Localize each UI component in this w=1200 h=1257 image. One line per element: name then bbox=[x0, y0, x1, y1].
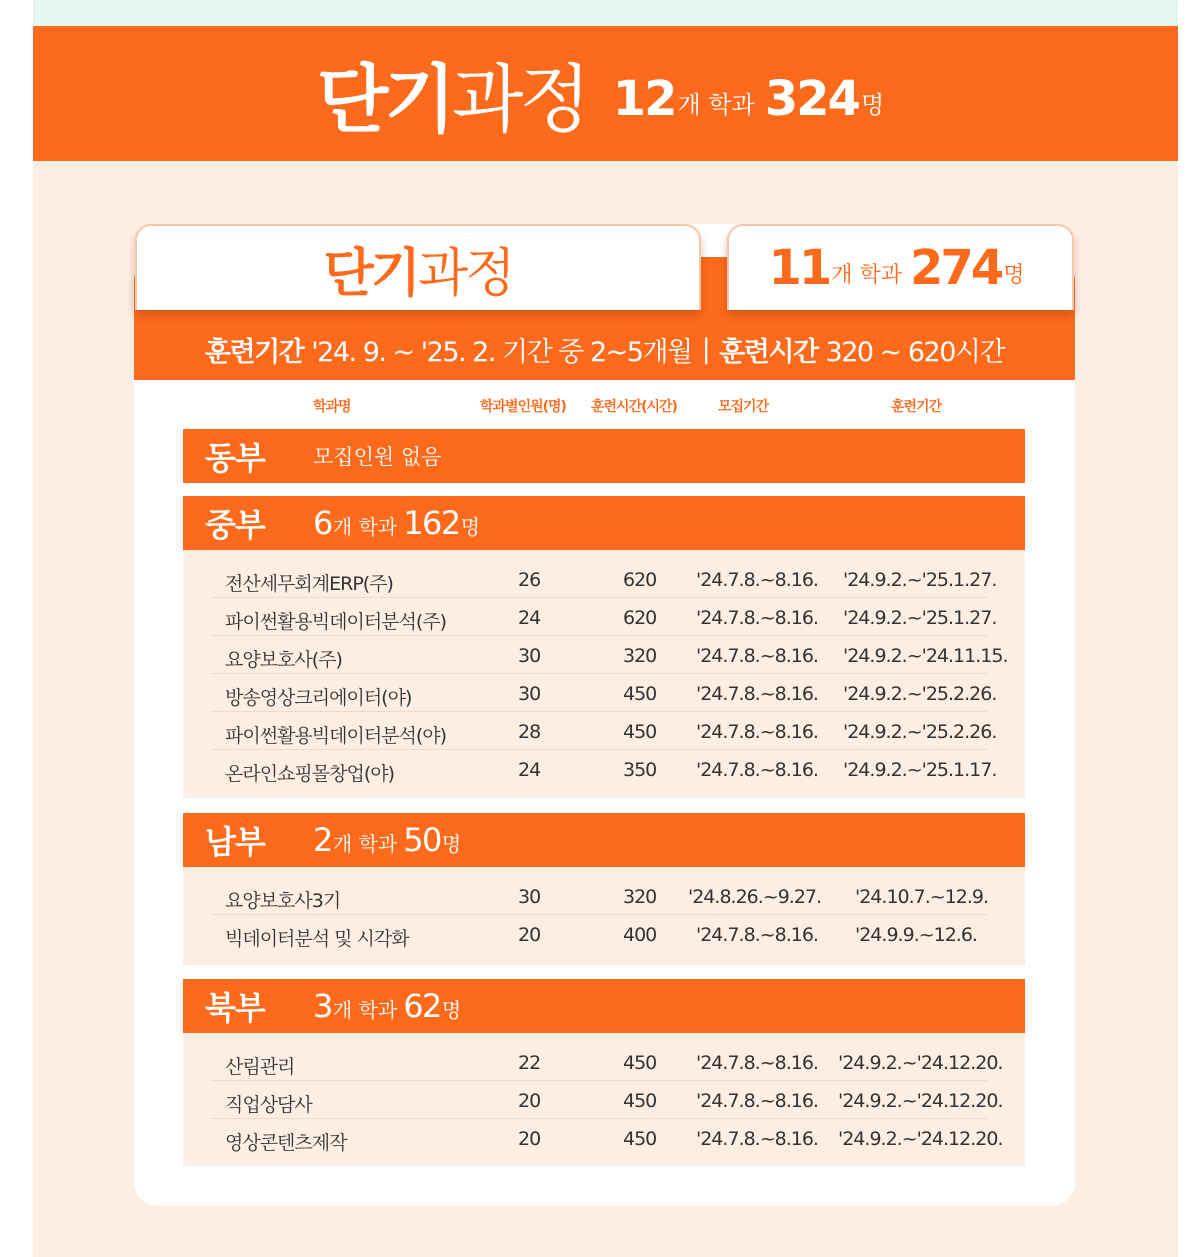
region-header bbox=[183, 429, 1025, 483]
course-recruit: '24.7.8.~8.16. bbox=[696, 1128, 818, 1150]
table-row bbox=[183, 674, 1025, 712]
ribbon-notch bbox=[698, 258, 728, 268]
course-hours: 450 bbox=[623, 683, 657, 705]
region-info bbox=[313, 987, 467, 1025]
banner-dept-count: 12 bbox=[612, 70, 676, 127]
course-training: '24.10.7.~12.9. bbox=[855, 886, 989, 908]
region-dept-unit: 개 학과 bbox=[332, 832, 398, 856]
course-people: 30 bbox=[518, 683, 541, 705]
card-dept-unit: 개 학과 bbox=[831, 262, 903, 288]
hours-value: 320 ~ 620시간 bbox=[825, 336, 1005, 368]
course-name: 요양보호사(주) bbox=[225, 649, 342, 671]
course-hours: 320 bbox=[623, 886, 657, 908]
region-dept-unit: 개 학과 bbox=[332, 998, 398, 1022]
region-north bbox=[183, 979, 1025, 1166]
region-dept-count: 2 bbox=[313, 821, 332, 859]
course-rows bbox=[183, 867, 1025, 953]
col-dept-name: 학과명 bbox=[313, 399, 351, 415]
course-hours: 320 bbox=[623, 645, 657, 667]
course-training: '24.9.9.~12.6. bbox=[855, 924, 977, 946]
table-row bbox=[183, 915, 1025, 953]
course-recruit: '24.7.8.~8.16. bbox=[696, 645, 818, 667]
course-people: 20 bbox=[518, 1090, 541, 1112]
hours-label: 훈련시간 bbox=[719, 336, 818, 368]
region-header bbox=[183, 979, 1025, 1033]
course-people: 24 bbox=[518, 607, 541, 629]
region-info bbox=[313, 504, 486, 542]
course-people: 20 bbox=[518, 1128, 541, 1150]
course-recruit: '24.7.8.~8.16. bbox=[696, 1090, 818, 1112]
course-name: 영상콘텐츠제작 bbox=[225, 1132, 347, 1154]
region-header bbox=[183, 813, 1025, 867]
course-rows bbox=[183, 1033, 1025, 1157]
course-training: '24.9.2.~'24.12.20. bbox=[838, 1128, 1003, 1150]
training-period-bar bbox=[134, 320, 1075, 378]
course-training: '24.9.2.~'24.11.15. bbox=[843, 645, 1008, 667]
card-title-tab bbox=[135, 224, 701, 310]
course-people: 24 bbox=[518, 759, 541, 781]
table-row bbox=[183, 1081, 1025, 1119]
banner-title-bold: 단기 bbox=[316, 56, 452, 143]
course-recruit: '24.8.26.~9.27. bbox=[688, 886, 822, 908]
card-people-count: 274 bbox=[910, 240, 1002, 296]
course-people: 28 bbox=[518, 721, 541, 743]
course-recruit: '24.7.8.~8.16. bbox=[696, 607, 818, 629]
course-training: '24.9.2.~'24.12.20. bbox=[838, 1090, 1003, 1112]
course-training: '24.9.2.~'25.2.26. bbox=[843, 683, 997, 705]
banner-people-unit: 명 bbox=[860, 91, 885, 119]
course-hours: 400 bbox=[623, 924, 657, 946]
course-name: 빅데이터분석 및 시각화 bbox=[225, 928, 409, 950]
card-summary-tab bbox=[727, 224, 1074, 310]
table-row bbox=[183, 598, 1025, 636]
course-name: 방송영상크리에이터(야) bbox=[225, 687, 412, 709]
region-name: 북부 bbox=[205, 989, 265, 1027]
region-people-count: 50 bbox=[403, 821, 441, 859]
region-message: 모집인원 없음 bbox=[313, 445, 442, 469]
course-people: 30 bbox=[518, 645, 541, 667]
card-dept-count: 11 bbox=[768, 240, 830, 296]
table-row bbox=[183, 560, 1025, 598]
table-row bbox=[183, 636, 1025, 674]
region-central bbox=[183, 496, 1025, 798]
col-hours: 훈련시간(시간) bbox=[591, 399, 677, 415]
course-recruit: '24.7.8.~8.16. bbox=[696, 569, 818, 591]
course-hours: 450 bbox=[623, 1090, 657, 1112]
course-recruit: '24.7.8.~8.16. bbox=[696, 924, 818, 946]
region-people-unit: 명 bbox=[460, 515, 481, 539]
course-people: 30 bbox=[518, 886, 541, 908]
banner-dept-unit: 개 학과 bbox=[677, 91, 755, 119]
region-name: 남부 bbox=[205, 823, 265, 861]
course-people: 20 bbox=[518, 924, 541, 946]
course-training: '24.9.2.~'24.12.20. bbox=[838, 1052, 1003, 1074]
course-hours: 350 bbox=[623, 759, 657, 781]
course-recruit: '24.7.8.~8.16. bbox=[696, 759, 818, 781]
region-dept-unit: 개 학과 bbox=[332, 515, 398, 539]
region-info bbox=[313, 821, 467, 859]
course-hours: 450 bbox=[623, 1128, 657, 1150]
course-name: 파이썬활용빅데이터분석(야) bbox=[225, 725, 447, 747]
card-title-light: 과정 bbox=[418, 243, 513, 304]
region-people-unit: 명 bbox=[441, 832, 462, 856]
course-recruit: '24.7.8.~8.16. bbox=[696, 721, 818, 743]
region-info bbox=[313, 441, 441, 471]
banner-title-light: 과정 bbox=[451, 56, 587, 143]
course-people: 26 bbox=[518, 569, 541, 591]
main-banner bbox=[33, 26, 1178, 161]
period-separator: | bbox=[701, 333, 710, 365]
course-hours: 620 bbox=[623, 569, 657, 591]
table-row bbox=[183, 712, 1025, 750]
region-dept-count: 6 bbox=[313, 504, 332, 542]
course-training: '24.9.2.~'25.1.27. bbox=[843, 569, 997, 591]
region-name: 중부 bbox=[205, 506, 265, 544]
region-people-count: 62 bbox=[403, 987, 441, 1025]
region-south bbox=[183, 813, 1025, 965]
period-value: '24. 9. ~ '25. 2. 기간 중 2~5개월 bbox=[311, 336, 692, 368]
col-people: 학과별인원(명) bbox=[480, 399, 566, 415]
col-training: 훈련기간 bbox=[891, 399, 942, 415]
course-recruit: '24.7.8.~8.16. bbox=[696, 683, 818, 705]
course-people: 22 bbox=[518, 1052, 541, 1074]
course-name: 산림관리 bbox=[225, 1056, 295, 1078]
course-name: 요양보호사3기 bbox=[225, 890, 341, 912]
region-header bbox=[183, 496, 1025, 550]
course-hours: 620 bbox=[623, 607, 657, 629]
top-mint-band bbox=[33, 0, 1178, 26]
table-row bbox=[183, 1119, 1025, 1157]
column-headers bbox=[183, 396, 1025, 418]
table-row bbox=[183, 1043, 1025, 1081]
region-people-unit: 명 bbox=[441, 998, 462, 1022]
course-name: 전산세무회계ERP(주) bbox=[225, 573, 393, 595]
table-row bbox=[183, 750, 1025, 788]
region-dept-count: 3 bbox=[313, 987, 332, 1025]
region-people-count: 162 bbox=[403, 504, 460, 542]
course-hours: 450 bbox=[623, 1052, 657, 1074]
course-name: 직업상담사 bbox=[225, 1094, 312, 1116]
table-row bbox=[183, 877, 1025, 915]
course-name: 파이썬활용빅데이터분석(주) bbox=[225, 611, 447, 633]
course-rows bbox=[183, 550, 1025, 788]
course-training: '24.9.2.~'25.1.27. bbox=[843, 607, 997, 629]
region-east bbox=[183, 429, 1025, 483]
course-name: 온라인쇼핑몰창업(야) bbox=[225, 763, 395, 785]
period-label: 훈련기간 bbox=[204, 336, 304, 368]
card-title-bold: 단기 bbox=[323, 243, 418, 304]
course-hours: 450 bbox=[623, 721, 657, 743]
course-recruit: '24.7.8.~8.16. bbox=[696, 1052, 818, 1074]
col-recruit: 모집기간 bbox=[718, 399, 769, 415]
banner-people-count: 324 bbox=[764, 70, 859, 127]
course-training: '24.9.2.~'25.1.17. bbox=[843, 759, 997, 781]
card-people-unit: 명 bbox=[1003, 262, 1025, 288]
course-training: '24.9.2.~'25.2.26. bbox=[843, 721, 997, 743]
region-name: 동부 bbox=[205, 439, 265, 477]
